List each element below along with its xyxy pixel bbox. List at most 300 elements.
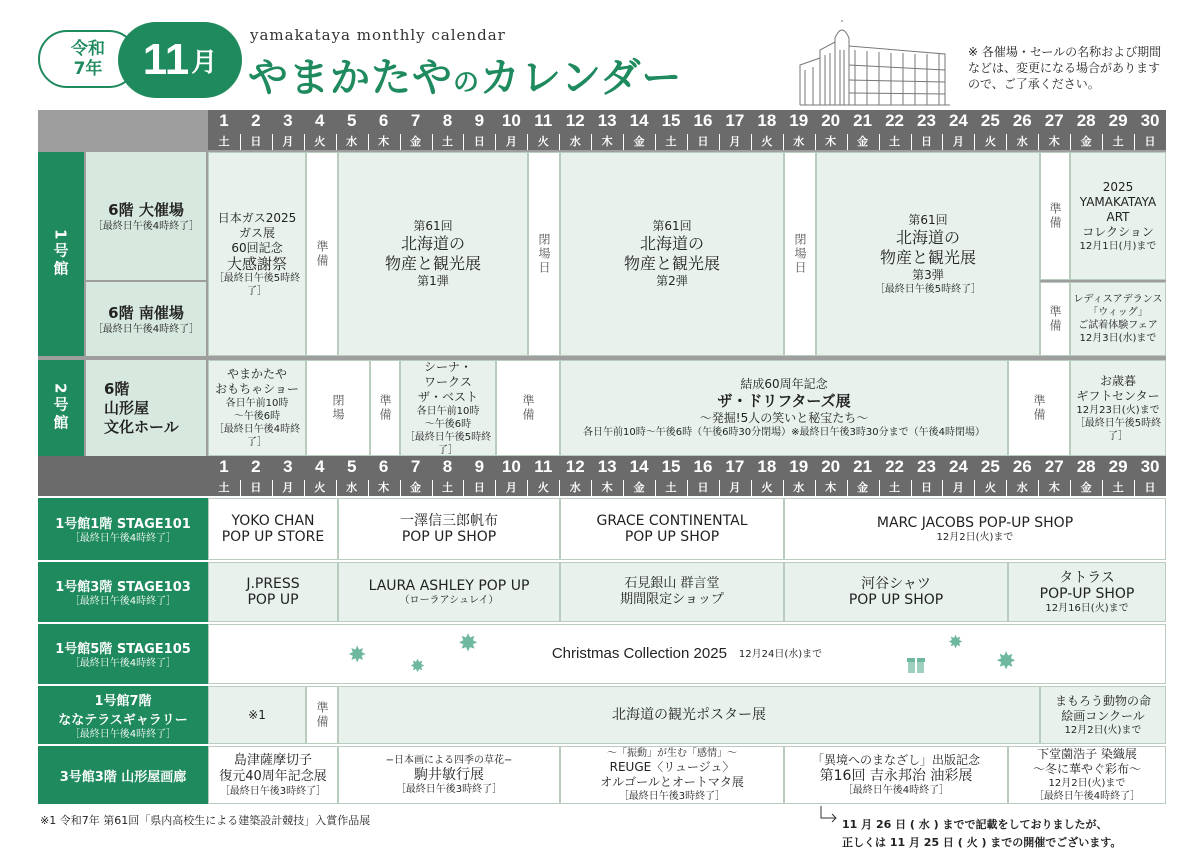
hall-6f-main-name: 6階 大催場 xyxy=(108,201,184,219)
day-divider xyxy=(1006,480,1007,496)
day-weekday: 日 xyxy=(1144,481,1156,494)
event-yoshinaga xyxy=(784,746,1008,804)
day-divider xyxy=(368,480,369,496)
event-text: コレクション xyxy=(1082,224,1154,239)
event-text: ［最終日午後5時終了］ xyxy=(874,283,982,295)
prep-text: 準備 xyxy=(1048,202,1062,230)
day-weekday: 火 xyxy=(984,481,996,494)
day-weekday: 土 xyxy=(1112,135,1124,148)
event-text: J.PRESS xyxy=(246,576,300,592)
stage-note: ［最終日午後4時終了］ xyxy=(69,533,177,544)
event-text: 島津薩摩切子 xyxy=(233,752,312,768)
day-weekday: 金 xyxy=(410,135,422,148)
gallery-nanaterrace-label xyxy=(38,686,208,744)
stage-note: ［最終日午後4時終了］ xyxy=(69,658,177,669)
event-text: 12月2日(火)まで xyxy=(1064,724,1142,736)
stage-note: ［最終日午後4時終了］ xyxy=(69,596,177,607)
day-weekday: 月 xyxy=(282,135,294,148)
event-text: 第1弾 xyxy=(417,274,449,288)
day-number: 13 xyxy=(597,457,617,476)
day-number: 12 xyxy=(565,111,585,130)
star-ornament-icon: ✸ xyxy=(948,632,964,653)
day-weekday: 土 xyxy=(441,481,453,494)
day-divider xyxy=(815,480,816,496)
event-text: ART xyxy=(1106,209,1130,224)
stage-name: ななテラスギャラリー xyxy=(58,712,188,728)
day-divider xyxy=(1070,480,1071,496)
day-weekday: 木 xyxy=(1048,481,1060,494)
building2-label-text: 2号館 xyxy=(51,383,70,433)
day-number: 22 xyxy=(885,457,905,476)
day-weekday: 月 xyxy=(729,481,741,494)
day-number: 23 xyxy=(917,111,936,130)
page-title xyxy=(248,46,682,103)
event-text: 河谷シャツ xyxy=(861,576,931,592)
day-number: 9 xyxy=(474,111,485,130)
hall-culture-name2: 文化ホール xyxy=(104,417,179,436)
closed-text: 閉場 xyxy=(331,394,345,422)
event-text: ［最終日午後5時終了］ xyxy=(213,272,301,297)
event-tatras xyxy=(1008,562,1166,622)
day-weekday: 木 xyxy=(601,481,613,494)
stage101-label xyxy=(38,498,208,560)
day-number: 5 xyxy=(346,111,357,130)
day-divider xyxy=(1102,480,1103,496)
day-weekday: 木 xyxy=(825,135,837,148)
day-number: 19 xyxy=(789,111,809,130)
hall-culture-name: 山形屋 xyxy=(104,398,150,417)
day-number: 13 xyxy=(597,111,617,130)
day-weekday: 月 xyxy=(505,135,517,148)
event-text: 北海道の xyxy=(895,227,960,247)
day-weekday: 月 xyxy=(952,481,964,494)
event-animal-art-contest xyxy=(1040,686,1166,744)
prep-day xyxy=(1040,282,1070,356)
day-weekday: 木 xyxy=(1048,135,1060,148)
event-art-collection xyxy=(1070,152,1166,280)
day-divider xyxy=(1038,480,1039,496)
day-divider xyxy=(336,134,337,150)
day-divider xyxy=(687,480,688,496)
gallery-yamakataya-label xyxy=(38,746,208,804)
event-text: （ローラアシュレイ） xyxy=(399,594,499,606)
day-number: 9 xyxy=(474,457,485,476)
event-text: タトラス xyxy=(1059,569,1115,586)
event-text: 第61回 xyxy=(908,212,948,227)
day-weekday: 金 xyxy=(633,481,645,494)
day-divider xyxy=(272,480,273,496)
event-text: 「異境へのまなざし」出版記念 xyxy=(811,753,980,767)
day-divider xyxy=(336,480,337,496)
closed-day xyxy=(306,360,370,456)
event-text: 12月24日(水)まで xyxy=(738,648,823,660)
month-number: 11 xyxy=(142,35,190,84)
day-number: 3 xyxy=(283,457,293,476)
day-divider xyxy=(1006,134,1007,150)
day-divider xyxy=(974,134,975,150)
subtitle: yamakataya monthly calendar xyxy=(250,26,506,44)
event-text: 石見銀山 群言堂 xyxy=(624,576,720,591)
day-number: 16 xyxy=(693,457,713,476)
hall-culture xyxy=(86,360,206,456)
day-number: 14 xyxy=(629,457,649,476)
day-weekday: 火 xyxy=(537,135,549,148)
event-text: 12月23日(火)まで xyxy=(1076,404,1160,416)
day-divider xyxy=(1134,480,1135,496)
prep-text: 準備 xyxy=(1032,394,1046,422)
event-text: 12月16日(火)まで xyxy=(1045,602,1129,614)
star-ornament-icon: ✸ xyxy=(458,629,479,657)
event-hokkaido-poster xyxy=(338,686,1040,744)
day-divider xyxy=(432,134,433,150)
event-text: 第3弾 xyxy=(912,267,944,282)
event-text: 北海道の観光ポスター展 xyxy=(612,707,766,723)
day-divider xyxy=(495,134,496,150)
event-sheena-works xyxy=(400,360,496,456)
prep-day xyxy=(306,152,338,356)
month-badge xyxy=(118,22,242,98)
day-divider xyxy=(847,134,848,150)
event-text: POP UP SHOP xyxy=(401,529,497,545)
correction-note-2: 正しくは 11 月 25 日 ( 火 ) までの開催でございます。 xyxy=(842,836,1122,849)
day-weekday: 日 xyxy=(920,481,932,494)
prep-text: 準備 xyxy=(315,240,329,268)
day-number: 29 xyxy=(1108,111,1128,130)
stage-name: 1号館1階 STAGE101 xyxy=(55,517,191,532)
day-divider xyxy=(879,480,880,496)
prep-day xyxy=(306,686,338,744)
event-text: ※1 xyxy=(248,707,266,722)
day-divider xyxy=(495,480,496,496)
event-text: 物産と観光展 xyxy=(623,254,720,273)
event-text: 〜冬に華やぐ彩布〜 xyxy=(1032,762,1141,776)
day-divider xyxy=(1134,134,1135,150)
event-text: ［最終日午後4時終了］ xyxy=(1033,791,1141,802)
star-ornament-icon: ✸ xyxy=(996,647,1017,675)
day-number: 12 xyxy=(565,457,585,476)
header-corner xyxy=(38,456,208,496)
event-text: ［最終日午後5時終了］ xyxy=(1074,417,1162,442)
day-number: 17 xyxy=(725,457,745,476)
day-weekday: 火 xyxy=(537,481,549,494)
day-divider xyxy=(1102,134,1103,150)
event-text: 2025 xyxy=(1102,179,1134,194)
day-weekday: 土 xyxy=(441,135,453,148)
day-weekday: 木 xyxy=(825,481,837,494)
event-text: 大感謝祭 xyxy=(226,254,287,273)
month-unit: 月 xyxy=(191,47,218,78)
day-divider xyxy=(974,480,975,496)
event-hokkaido-3 xyxy=(816,152,1040,356)
event-text: 12月1日(月)まで xyxy=(1079,240,1157,252)
event-text: 第61回 xyxy=(652,219,692,233)
day-weekday: 月 xyxy=(505,481,517,494)
prep-day xyxy=(370,360,400,456)
closed-day xyxy=(784,152,816,356)
day-number: 4 xyxy=(315,457,325,476)
event-text: YAMAKATAYA xyxy=(1079,194,1157,209)
event-ichizawa xyxy=(338,498,560,560)
gift-box-icon xyxy=(906,654,926,674)
day-weekday: 日 xyxy=(250,481,262,494)
stage105-label xyxy=(38,624,208,684)
day-number: 27 xyxy=(1044,111,1064,130)
day-number: 5 xyxy=(346,457,357,476)
day-divider xyxy=(1038,134,1039,150)
event-text: 各日午前10時 xyxy=(225,398,289,409)
arrow-icon xyxy=(818,806,840,824)
closed-text: 閉場日 xyxy=(537,233,551,275)
day-divider xyxy=(591,134,592,150)
day-number: 30 xyxy=(1140,457,1160,476)
day-divider xyxy=(527,480,528,496)
day-weekday: 月 xyxy=(282,481,294,494)
day-weekday: 月 xyxy=(729,135,741,148)
event-text: YOKO CHAN xyxy=(231,513,315,529)
event-text: MARC JACOBS POP-UP SHOP xyxy=(876,514,1074,531)
hall-6f-main xyxy=(86,152,206,280)
event-hokkaido-1 xyxy=(338,152,528,356)
building1-label xyxy=(38,152,84,356)
day-number: 8 xyxy=(442,111,453,130)
stage-note: ［最終日午後4時終了］ xyxy=(69,728,177,740)
event-yoko-chan xyxy=(208,498,338,560)
day-divider xyxy=(879,134,880,150)
event-text: ご試着体験フェア xyxy=(1078,320,1158,331)
footnote-1: ※1 令和7年 第61回「県内高校生による建築設計競技」入賞作品展 xyxy=(40,814,371,827)
event-shimodozono xyxy=(1008,746,1166,804)
day-divider xyxy=(751,480,752,496)
day-number: 7 xyxy=(410,111,421,130)
day-number: 21 xyxy=(853,111,873,130)
event-text: 結成60周年記念 xyxy=(740,377,828,391)
event-gungendo xyxy=(560,562,784,622)
event-text: 物産と観光展 xyxy=(879,247,976,267)
event-text: POP UP STORE xyxy=(221,529,325,545)
hall-6f-south xyxy=(86,282,206,356)
day-divider xyxy=(655,480,656,496)
event-text: レディスアデランス xyxy=(1073,294,1163,305)
event-text: REUGE〈リュージュ〉 xyxy=(609,760,735,774)
stage-name: 3号館3階 山形屋画廊 xyxy=(59,769,187,785)
day-weekday: 日 xyxy=(473,481,485,494)
event-gift-center xyxy=(1070,360,1166,456)
day-header-bottom xyxy=(208,456,1166,496)
day-number: 10 xyxy=(501,457,521,476)
day-number: 20 xyxy=(821,457,841,476)
event-text: 〜午後6時 xyxy=(233,411,281,422)
day-weekday: 日 xyxy=(1144,135,1156,148)
day-number: 14 xyxy=(629,111,649,130)
event-text: ［最終日午後4時終了］ xyxy=(842,785,950,796)
building2-label xyxy=(38,360,84,456)
hall-6f-main-note: ［最終日午後4時終了］ xyxy=(92,221,200,232)
event-drifters xyxy=(560,360,1008,456)
day-weekday: 土 xyxy=(889,135,901,148)
event-text: 一澤信三郎帆布 xyxy=(400,513,498,529)
event-text: 〜発掘!5人の笑いと秘宝たち〜 xyxy=(699,411,869,425)
hall-6f-south-name: 6階 南催場 xyxy=(108,304,184,322)
day-number: 4 xyxy=(315,111,325,130)
day-number: 23 xyxy=(917,457,936,476)
event-text: 駒井敏行展 xyxy=(414,767,484,783)
star-ornament-icon: ✸ xyxy=(348,643,367,668)
prep-text: 準備 xyxy=(378,394,392,422)
day-number: 20 xyxy=(821,111,841,130)
event-text: 下堂薗浩子 染織展 xyxy=(1037,747,1137,761)
day-divider xyxy=(623,480,624,496)
day-divider xyxy=(559,480,560,496)
event-text: おもちゃショー xyxy=(215,382,299,396)
event-text: 各日午前10時〜午後6時（午後6時30分閉場）※最終日午後3時30分まで（午後4時閉場） xyxy=(582,427,985,438)
stage-name: 1号館3階 STAGE103 xyxy=(55,580,191,595)
event-text: 〜午後6時 xyxy=(424,418,472,430)
day-weekday: 水 xyxy=(346,481,358,494)
day-divider xyxy=(911,480,912,496)
day-weekday: 土 xyxy=(889,481,901,494)
event-text: オルゴールとオートマタ展 xyxy=(600,775,744,789)
day-weekday: 水 xyxy=(569,481,581,494)
event-text: 日本ガス2025 xyxy=(217,210,297,225)
day-divider xyxy=(942,480,943,496)
day-weekday: 木 xyxy=(601,135,613,148)
day-divider xyxy=(304,134,305,150)
day-weekday: 日 xyxy=(697,481,709,494)
correction-note-1: 11 月 26 日 ( 水 ) までで記載をしておりましたが、 xyxy=(842,818,1108,831)
day-number: 24 xyxy=(948,457,968,476)
day-divider xyxy=(463,134,464,150)
event-text: ［最終日午後4時終了］ xyxy=(213,424,301,448)
building1-label-text: 1号館 xyxy=(51,229,70,279)
event-text: 北海道の xyxy=(400,234,465,253)
day-divider xyxy=(368,134,369,150)
day-weekday: 木 xyxy=(378,135,390,148)
event-grace-continental xyxy=(560,498,784,560)
event-text: お歳暮 xyxy=(1099,373,1136,388)
day-weekday: 土 xyxy=(1112,481,1124,494)
prep-text: 準備 xyxy=(521,394,535,422)
event-text: POP-UP SHOP xyxy=(1039,585,1135,602)
event-text: GRACE CONTINENTAL xyxy=(596,513,748,529)
stage103-label xyxy=(38,562,208,622)
event-gas-expo xyxy=(208,152,306,356)
era-year: 7年 xyxy=(73,59,103,79)
day-number: 30 xyxy=(1140,111,1160,130)
day-number: 15 xyxy=(661,111,681,130)
event-marc-jacobs xyxy=(784,498,1166,560)
day-divider xyxy=(815,134,816,150)
day-weekday: 火 xyxy=(314,135,326,148)
day-number: 26 xyxy=(1012,111,1032,130)
day-weekday: 火 xyxy=(761,135,773,148)
day-number: 2 xyxy=(251,457,261,476)
event-kawatani-shirt xyxy=(784,562,1008,622)
day-number: 18 xyxy=(757,111,777,130)
day-number: 2 xyxy=(251,111,261,130)
event-wig-fair xyxy=(1070,282,1166,356)
day-divider xyxy=(240,134,241,150)
day-number: 11 xyxy=(534,457,553,476)
era-name: 令和 xyxy=(71,39,105,59)
event-text: ガス展 xyxy=(238,225,275,240)
closed-text: 閉場日 xyxy=(793,233,807,275)
day-number: 25 xyxy=(980,457,1000,476)
event-text: POP UP SHOP xyxy=(624,529,720,545)
event-laura-ashley xyxy=(338,562,560,622)
day-number: 22 xyxy=(885,111,905,130)
event-text: ［最終日午後3時終了］ xyxy=(618,791,726,802)
event-text: 12月2日(火)まで xyxy=(936,531,1014,543)
day-weekday: 水 xyxy=(569,135,581,148)
day-number: 6 xyxy=(378,111,389,130)
event-text: LAURA ASHLEY POP UP xyxy=(368,577,530,594)
event-text: ザ・ベスト xyxy=(417,389,478,404)
header-note: ※ 各催場・セールの名称および期間などは、変更になる場合がありますので、ご了承ください。 xyxy=(968,45,1162,91)
event-jpress xyxy=(208,562,338,622)
day-number: 27 xyxy=(1044,457,1064,476)
event-text: シーナ・ xyxy=(423,359,472,374)
day-divider xyxy=(847,480,848,496)
event-satsuma-kiriko xyxy=(208,746,338,804)
day-number: 28 xyxy=(1076,457,1096,476)
day-divider xyxy=(272,134,273,150)
day-number: 10 xyxy=(501,111,521,130)
title-part-a: やまかたや xyxy=(248,55,453,101)
day-weekday: 金 xyxy=(857,135,869,148)
event-komai xyxy=(338,746,560,804)
event-text: 「ウィッグ」 xyxy=(1088,307,1148,318)
event-text: 60回記念 xyxy=(231,240,283,255)
title-part-b: の xyxy=(453,68,481,98)
day-weekday: 土 xyxy=(218,135,230,148)
event-text: Christmas Collection 2025 xyxy=(551,645,727,662)
star-ornament-icon: ✸ xyxy=(410,656,426,677)
event-text: 北海道の xyxy=(639,234,704,253)
day-divider xyxy=(400,134,401,150)
event-text: POP UP SHOP xyxy=(848,592,944,608)
day-number: 26 xyxy=(1012,457,1032,476)
day-number: 15 xyxy=(661,457,681,476)
day-weekday: 日 xyxy=(473,135,485,148)
event-text: ギフトセンター xyxy=(1076,388,1160,403)
event-text: 第16回 吉永邦治 油彩展 xyxy=(819,768,973,784)
day-divider xyxy=(623,134,624,150)
event-toy-show xyxy=(208,360,306,456)
event-text: 物産と観光展 xyxy=(384,254,481,273)
day-number: 25 xyxy=(980,111,1000,130)
day-number: 7 xyxy=(410,457,421,476)
event-text: 第61回 xyxy=(413,219,453,233)
day-divider xyxy=(719,480,720,496)
day-weekday: 木 xyxy=(378,481,390,494)
hall-6f-south-note: ［最終日午後4時終了］ xyxy=(92,324,200,335)
title-part-c: カレンダー xyxy=(480,55,683,101)
stage-name: 1号館5階 STAGE105 xyxy=(55,642,191,657)
day-number: 19 xyxy=(789,457,809,476)
event-text: ［最終日午後3時終了］ xyxy=(395,784,503,795)
day-weekday: 水 xyxy=(1016,135,1028,148)
day-weekday: 金 xyxy=(1080,481,1092,494)
prep-day xyxy=(1008,360,1070,456)
event-text: まもろう動物の命 xyxy=(1054,693,1151,708)
day-weekday: 火 xyxy=(761,481,773,494)
day-number: 24 xyxy=(948,111,968,130)
day-number: 11 xyxy=(534,111,553,130)
day-number: 6 xyxy=(378,457,389,476)
day-number: 3 xyxy=(283,111,293,130)
day-divider xyxy=(559,134,560,150)
day-divider xyxy=(304,480,305,496)
